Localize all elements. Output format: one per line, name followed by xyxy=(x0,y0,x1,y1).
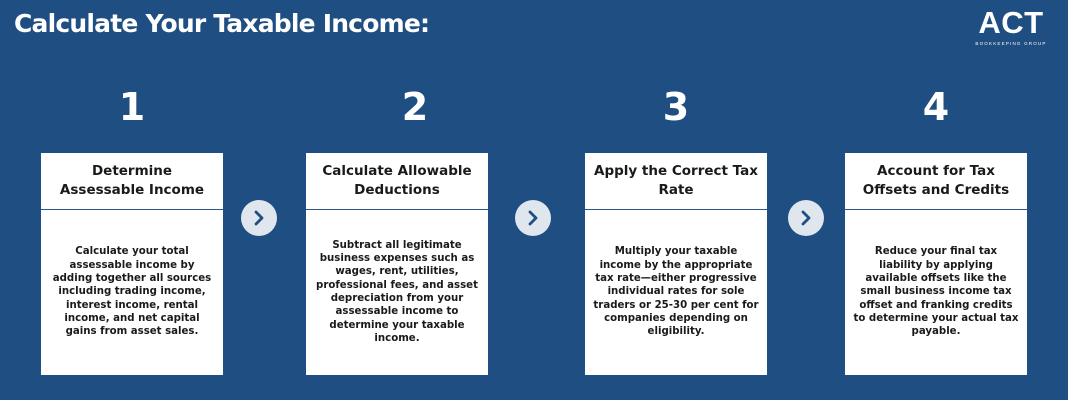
chevron-right-icon xyxy=(515,200,551,236)
step-3-description: Multiply your taxable income by the appropriate tax rate—either progressive individual rates for sole traders or 25-30 per cent for companies depending on eligibility. xyxy=(593,246,759,338)
step-2-description: Subtract all legitimate business expenses such as wages, rent, utilities, professional fees, and asset depreciation from your assessable income to determine your taxable income. xyxy=(316,239,478,344)
step-1-card xyxy=(41,153,223,375)
step-1-title: Determine Assessable Income xyxy=(59,163,205,198)
act-logo xyxy=(966,6,1056,46)
step-2-card xyxy=(306,153,488,375)
step-2-number: 2 xyxy=(401,85,429,129)
step-4-title: Account for Tax Offsets and Credits xyxy=(862,163,1010,198)
step-4-description: Reduce your final tax liability by applying available offsets like the small business income tax offset and franking credits to determine your actual tax payable. xyxy=(853,246,1019,338)
page-title: Calculate Your Taxable Income: xyxy=(14,9,430,38)
step-4-card xyxy=(845,153,1027,375)
step-1-description: Calculate your total assessable income by adding together all sources including trading income, interest income, rental income, and net capital gains from asset sales. xyxy=(52,246,212,338)
step-4-number: 4 xyxy=(922,85,950,129)
step-1-number: 1 xyxy=(118,85,146,129)
step-3-card xyxy=(585,153,767,375)
logo-tagline: BOOKKEEPING GROUP xyxy=(975,41,1047,46)
step-2-title: Calculate Allowable Deductions xyxy=(322,163,472,198)
logo-wordmark: ACT xyxy=(978,5,1044,40)
step-3-number: 3 xyxy=(662,85,690,129)
step-3-title: Apply the Correct Tax Rate xyxy=(594,163,758,198)
chevron-right-icon xyxy=(788,200,824,236)
chevron-right-icon xyxy=(241,200,277,236)
